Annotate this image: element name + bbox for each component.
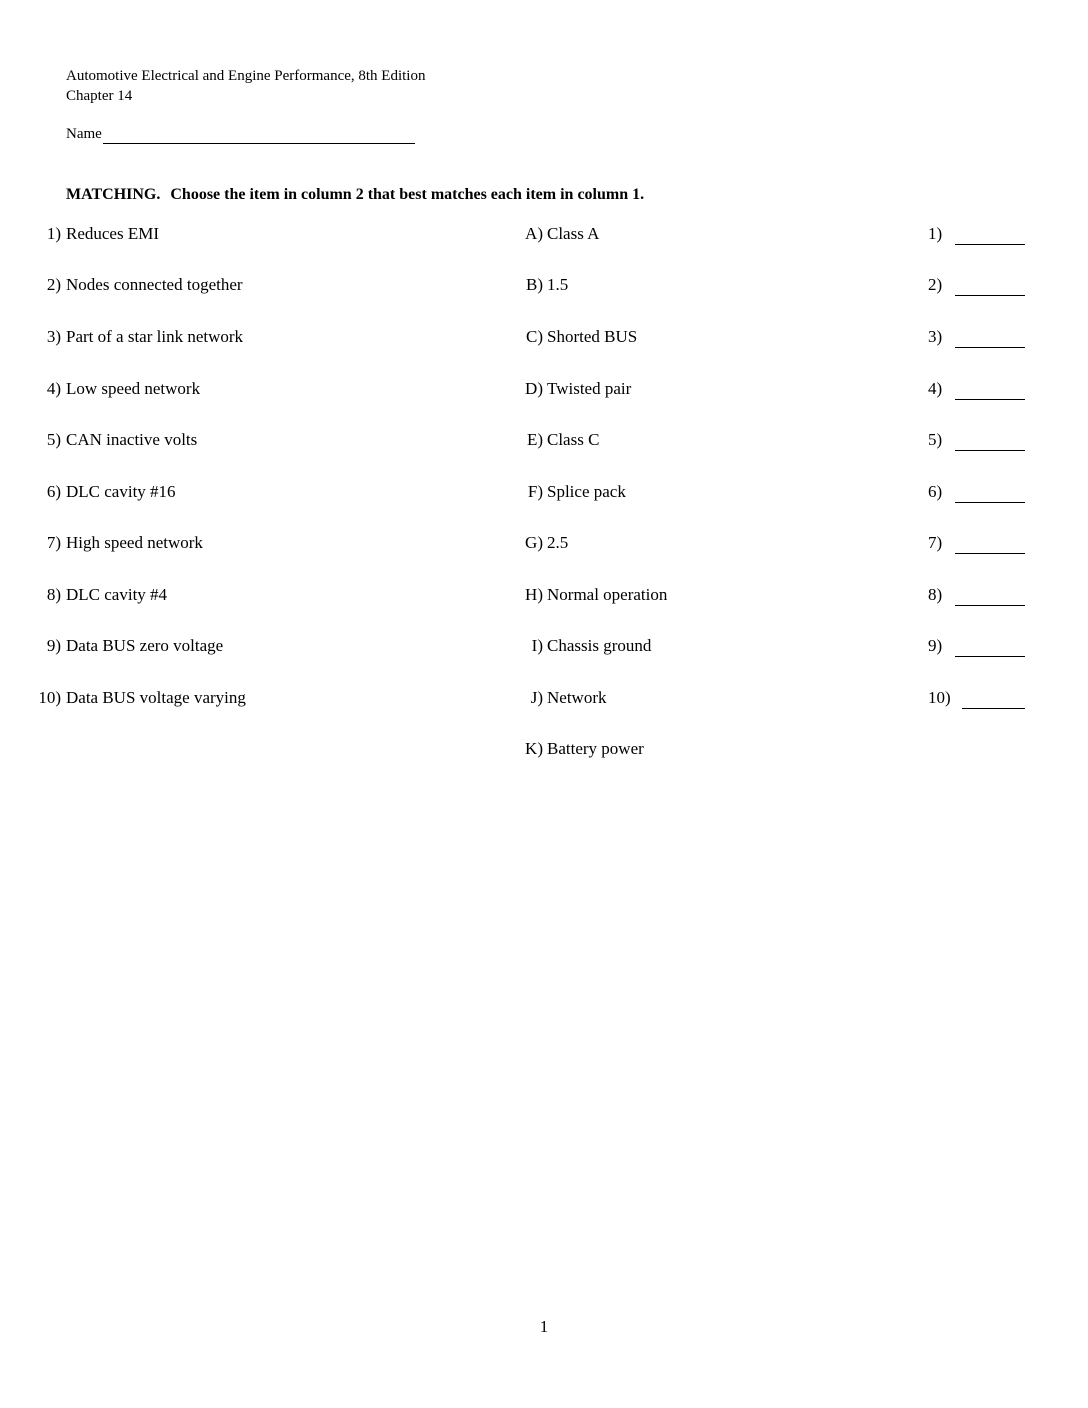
choice-text: Battery power [547,739,644,758]
answer-number: 2) [928,275,943,294]
answer-row [928,429,1025,451]
choice-letter: K) [525,739,543,758]
choice-item [518,326,637,348]
choice-letter: B) [526,275,543,294]
choice-letter: J) [530,688,543,707]
answer-row [928,274,1025,296]
choice-text: Class C [547,430,600,449]
answer-blank[interactable] [955,327,1025,348]
answer-row [928,584,1025,606]
choice-letter: A) [525,224,543,243]
question-number: 5) [46,430,61,449]
question-item [33,635,353,657]
choice-text: Shorted BUS [547,327,638,346]
question-text: High speed network [66,533,203,552]
book-title: Automotive Electrical and Engine Performance, 8th Edition [66,68,426,84]
answer-number: 1) [928,224,943,243]
answer-row [928,326,1025,348]
choice-text: Splice pack [547,482,626,501]
instructions [66,185,644,205]
question-number: 2) [46,275,61,294]
answer-number: 7) [928,533,943,552]
choice-item [518,223,599,245]
answer-blank[interactable] [962,688,1025,709]
question-text: DLC cavity #4 [66,585,168,604]
choice-item [518,635,651,657]
question-number: 7) [46,533,61,552]
answer-number: 6) [928,482,943,501]
answer-blank[interactable] [955,430,1025,451]
question-text: Reduces EMI [66,224,160,243]
question-item [33,429,353,451]
answer-row [928,481,1025,503]
question-item [33,378,353,400]
choice-letter: E) [526,430,543,449]
instructions-text: Choose the item in column 2 that best matches each item in column 1. [170,186,645,203]
choice-text: Class A [547,224,600,243]
choice-text: Network [547,688,607,707]
choice-letter: I) [531,636,543,655]
answer-blank[interactable] [955,533,1025,554]
choice-item [518,378,631,400]
choice-text: Chassis ground [547,636,652,655]
question-text: Part of a star link network [66,327,244,346]
choice-text: 2.5 [547,533,569,552]
name-field [66,125,415,144]
answer-number: 3) [928,327,943,346]
question-item [33,584,353,606]
answer-blank[interactable] [955,482,1025,503]
question-text: Low speed network [66,379,201,398]
name-blank-line[interactable] [103,126,415,144]
answer-blank[interactable] [955,275,1025,296]
question-item [33,223,353,245]
question-text: DLC cavity #16 [66,482,176,501]
choice-text: Twisted pair [547,379,632,398]
question-text: Nodes connected together [66,275,243,294]
answer-row [928,687,1025,709]
answer-row [928,532,1025,554]
question-text: Data BUS zero voltage [66,636,224,655]
answer-number: 8) [928,585,943,604]
choice-letter: C) [526,327,543,346]
page-number: 1 [539,1317,549,1336]
choice-item [518,429,599,451]
question-item [33,481,353,503]
question-number: 9) [46,636,61,655]
answer-number: 10) [928,688,951,707]
answer-number: 9) [928,636,943,655]
answer-number: 4) [928,379,943,398]
choice-item [518,532,568,554]
instructions-lead: MATCHING. [66,186,161,203]
choice-letter: F) [527,482,543,501]
question-item [33,532,353,554]
question-number: 10) [38,688,61,707]
answer-blank[interactable] [955,379,1025,400]
choice-item [518,687,606,709]
question-number: 8) [46,585,61,604]
question-number: 3) [46,327,61,346]
answer-row [928,635,1025,657]
question-number: 1) [46,224,61,243]
question-item [33,326,353,348]
question-number: 6) [46,482,61,501]
answer-number: 5) [928,430,943,449]
choice-letter: G) [525,533,543,552]
choice-letter: D) [525,379,543,398]
choice-letter: H) [525,585,543,604]
choice-item [518,481,626,503]
choice-item [518,274,568,296]
answer-row [928,223,1025,245]
answer-blank[interactable] [955,585,1025,606]
question-item [33,274,353,296]
name-label: Name [66,126,102,142]
choice-text: Normal operation [547,585,668,604]
answer-blank[interactable] [955,636,1025,657]
question-text: CAN inactive volts [66,430,198,449]
answer-row [928,378,1025,400]
question-number: 4) [46,379,61,398]
answer-blank[interactable] [955,224,1025,245]
chapter-label: Chapter 14 [66,88,133,104]
choice-item [518,738,644,760]
choice-item [518,584,667,606]
question-item [33,687,353,709]
question-text: Data BUS voltage varying [66,688,246,707]
choice-text: 1.5 [547,275,569,294]
